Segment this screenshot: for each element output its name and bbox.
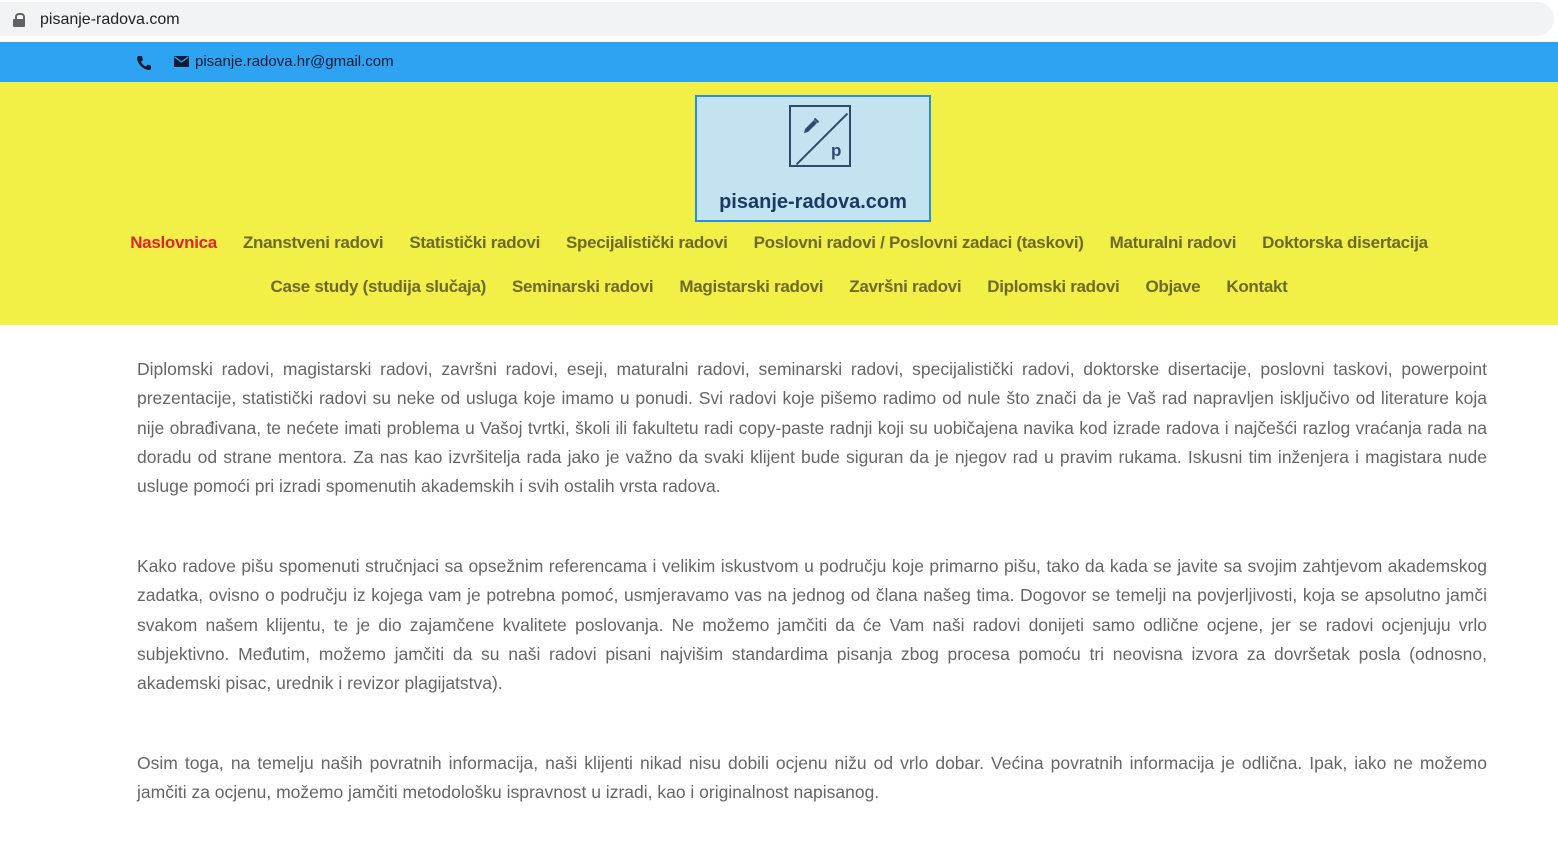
- url-field[interactable]: [0, 2, 1554, 36]
- nav-objave[interactable]: Objave: [1145, 277, 1201, 296]
- logo-mark: [789, 105, 851, 167]
- lock-icon[interactable]: [13, 13, 25, 27]
- main-nav-row-1: [0, 233, 1558, 253]
- nav-statisticki-radovi[interactable]: Statistički radovi: [409, 233, 540, 252]
- nav-maturalni-radovi[interactable]: Maturalni radovi: [1109, 233, 1237, 252]
- envelope-icon[interactable]: [174, 56, 189, 67]
- site-logo[interactable]: [695, 95, 931, 222]
- url-text[interactable]: pisanje-radova.com: [40, 11, 180, 28]
- nav-zavrsni-radovi[interactable]: Završni radovi: [849, 277, 962, 296]
- browser-address-bar: [0, 0, 1558, 42]
- nav-doktorska-disertacija[interactable]: Doktorska disertacija: [1262, 233, 1428, 252]
- main-nav-row-2: [0, 277, 1558, 297]
- logo-text: pisanje-radova.com: [719, 191, 907, 213]
- nav-case-study[interactable]: Case study (studija slučaja): [270, 277, 486, 296]
- nav-kontakt[interactable]: Kontakt: [1226, 277, 1288, 296]
- contact-email-link[interactable]: pisanje.radova.hr@gmail.com: [195, 53, 394, 70]
- feedback-paragraph: Osim toga, na temelju naših povratnih informacija, naši klijenti nikad nisu dobili ocjenu nižu od vrlo dobar. Većina povratnih informacija je odlična. Ipak, iako ne možemo jamčiti za ocjenu, možemo jamčiti metodološku ispravnost u izradi, kao i originalnost napisanog.: [137, 753, 1487, 803]
- nav-diplomski-radovi[interactable]: Diplomski radovi: [987, 277, 1120, 296]
- nav-znanstveni-radovi[interactable]: Znanstveni radovi: [242, 233, 384, 252]
- logo-letter: p: [831, 141, 842, 160]
- pen-icon: [802, 117, 820, 135]
- nav-magistarski-radovi[interactable]: Magistarski radovi: [679, 277, 824, 296]
- nav-seminarski-radovi[interactable]: Seminarski radovi: [511, 277, 654, 296]
- phone-icon[interactable]: [136, 55, 152, 71]
- experts-paragraph: Kako radove pišu spomenuti stručnjaci sa opsežnim referencama i velikim iskustvom u području koje primarno pišu, tako da kada se javite sa svojim zahtjevom akademskog zadatka, ovisno o području iz kojega vam je potrebna pomoć, usmjeravamo vas na jednog od člana našeg tima. Dogovor se temelji na povjerljivosti, koja se apsolutno jamči svakom našem klijentu, te je dio zajamčene kvalitete poslovanja. Ne možemo jamčiti da će Vam naši radovi donijeti samo odlične ocjene, jer se radovi ocjenjuju vrlo subjektivno. Međutim, možemo jamčiti da su naši radovi pisani najvišim standardima pisanja zbog procesa pomoću tri neovisna izvora za dovršetak posla (odnosno, akademski pisac, urednik i revizor plagijatstva).: [137, 556, 1487, 694]
- nav-poslovni-radovi[interactable]: Poslovni radovi / Poslovni zadaci (taskovi): [753, 233, 1084, 252]
- nav-specijalisticki-radovi[interactable]: Specijalistički radovi: [566, 233, 728, 252]
- intro-paragraph: Diplomski radovi, magistarski radovi, završni radovi, eseji, maturalni radovi, seminarski radovi, specijalistički radovi, doktorske disertacije, poslovni taskovi, powerpoint prezentacije, statistički radovi su neke od usluga koje imamo u ponudi. Svi radovi koje pišemo radimo od nule što znači da je Vaš rad napravljen isključivo od literature koja nije obrađivana, te nećete imati problema u Vašoj tvrtki, školi ili fakultetu radi copy-paste radnji koji su uobičajena navika kod izrade radova i najčešći razlog vraćanja rada na doradu od strane mentora. Za nas kao izvršitelja rada jako je važno da svaki klijent bude siguran da je njegov rad u pravim rukama. Iskusni tim inženjera i magistara nude usluge pomoći pri izradi spomenutih akademskih i svih ostalih vrsta radova.: [137, 359, 1487, 497]
- nav-naslovnica[interactable]: Naslovnica: [130, 233, 217, 252]
